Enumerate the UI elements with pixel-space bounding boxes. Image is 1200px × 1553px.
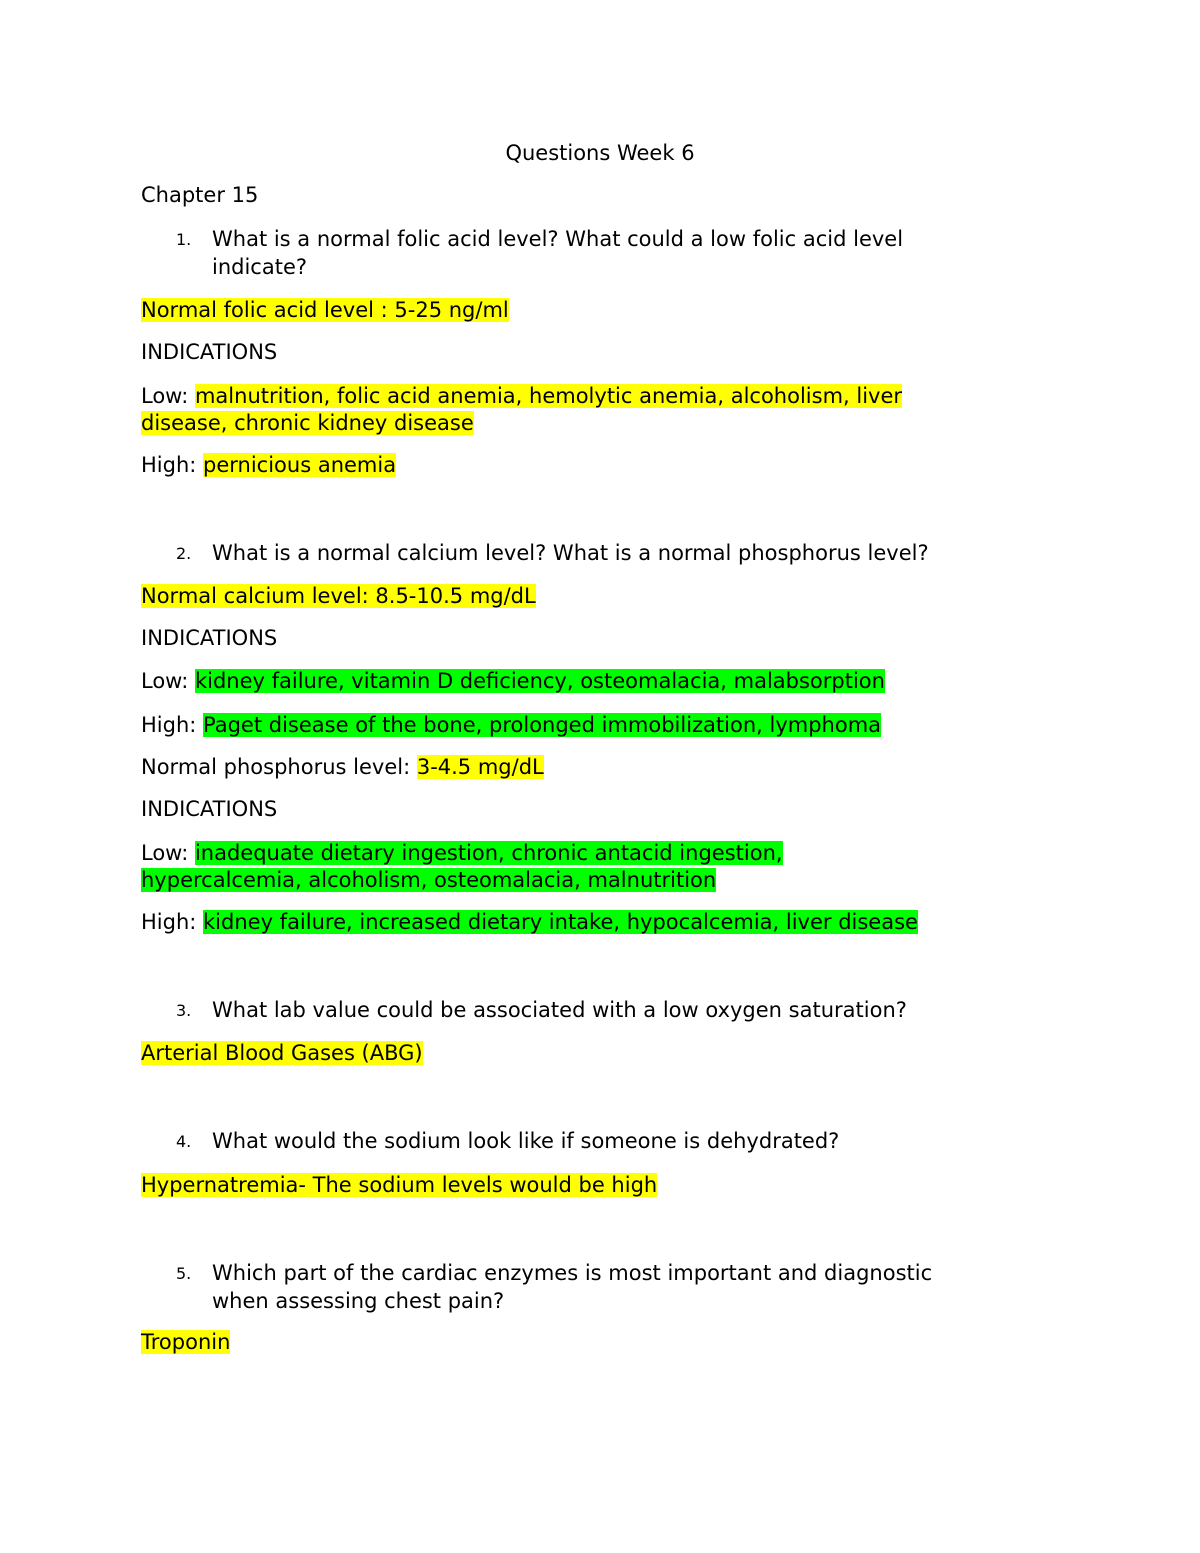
q2-phosphorus-label: Normal phosphorus level: [141, 755, 417, 779]
q2-phosphorus-high-value: kidney failure, increased dietary intake, hypocalcemia, liver disease [203, 910, 918, 934]
q3-answer [141, 1039, 423, 1067]
question-3-number: 3. [176, 1001, 192, 1020]
q2-phosphorus-low-line1 [141, 839, 783, 867]
q1-indications-label: INDICATIONS [141, 340, 278, 364]
q1-low-line2 [141, 409, 474, 437]
q1-normal-highlight: Normal folic acid level : 5-25 ng/ml [141, 298, 509, 322]
question-2-number: 2. [176, 544, 192, 563]
question-5-text-line2: when assessing chest pain? [212, 1289, 505, 1313]
question-1-text-line1: What is a normal folic acid level? What could a low folic acid level [212, 227, 904, 251]
q1-high-value: pernicious anemia [203, 453, 397, 477]
q4-answer [141, 1171, 657, 1199]
q2-calcium-high-label: High: [141, 713, 204, 737]
q1-low-value-line1: malnutrition, folic acid anemia, hemolytic anemia, alcoholism, liver [194, 384, 903, 408]
question-5-text-line1: Which part of the cardiac enzymes is most important and diagnostic [212, 1261, 933, 1285]
q2-phosphorus-low-value-line2: hypercalcemia, alcoholism, osteomalacia, malnutrition [141, 868, 717, 892]
q2-calcium-normal [141, 582, 536, 610]
q1-high-label: High: [141, 453, 204, 477]
q1-low-value-line2: disease, chronic kidney disease [141, 411, 474, 435]
q3-answer-highlight: Arterial Blood Gases (ABG) [141, 1041, 423, 1065]
q2-phosphorus-low-value-line1: inadequate dietary ingestion, chronic antacid ingestion, [194, 841, 783, 865]
q2-phosphorus-low-line2 [141, 866, 716, 894]
question-3-text: What lab value could be associated with a low oxygen saturation? [212, 998, 907, 1022]
chapter-heading: Chapter 15 [141, 183, 259, 207]
q1-normal-answer [141, 296, 509, 324]
q2-phosphorus-high-line [141, 908, 918, 936]
q2-calcium-low-label: Low: [141, 669, 195, 693]
q2-indications-label-2: INDICATIONS [141, 797, 278, 821]
q2-calcium-normal-highlight: Normal calcium level: 8.5-10.5 mg/dL [141, 584, 536, 608]
q4-answer-highlight: Hypernatremia- The sodium levels would be high [141, 1173, 658, 1197]
q2-calcium-low-line [141, 667, 885, 695]
q1-low-label: Low: [141, 384, 195, 408]
q2-calcium-high-value: Paget disease of the bone, prolonged immobilization, lymphoma [203, 713, 882, 737]
question-5-number: 5. [176, 1264, 192, 1283]
question-4-text: What would the sodium look like if someone is dehydrated? [212, 1129, 840, 1153]
q2-phosphorus-low-label: Low: [141, 841, 195, 865]
question-1-text-line2: indicate? [212, 255, 308, 279]
q2-calcium-high-line [141, 711, 881, 739]
q2-phosphorus-value: 3-4.5 mg/dL [416, 755, 544, 779]
q5-answer-highlight: Troponin [141, 1330, 231, 1354]
q1-low-line1 [141, 382, 902, 410]
q5-answer [141, 1328, 230, 1356]
question-4-number: 4. [176, 1132, 192, 1151]
question-2-text: What is a normal calcium level? What is a normal phosphorus level? [212, 541, 929, 565]
q2-phosphorus-high-label: High: [141, 910, 204, 934]
question-1-number: 1. [176, 230, 192, 249]
q2-calcium-low-value: kidney failure, vitamin D deficiency, osteomalacia, malabsorption [194, 669, 885, 693]
q1-high-line [141, 451, 396, 479]
q2-indications-label-1: INDICATIONS [141, 626, 278, 650]
document-title: Questions Week 6 [505, 141, 695, 165]
q2-phosphorus-normal-line [141, 753, 544, 781]
